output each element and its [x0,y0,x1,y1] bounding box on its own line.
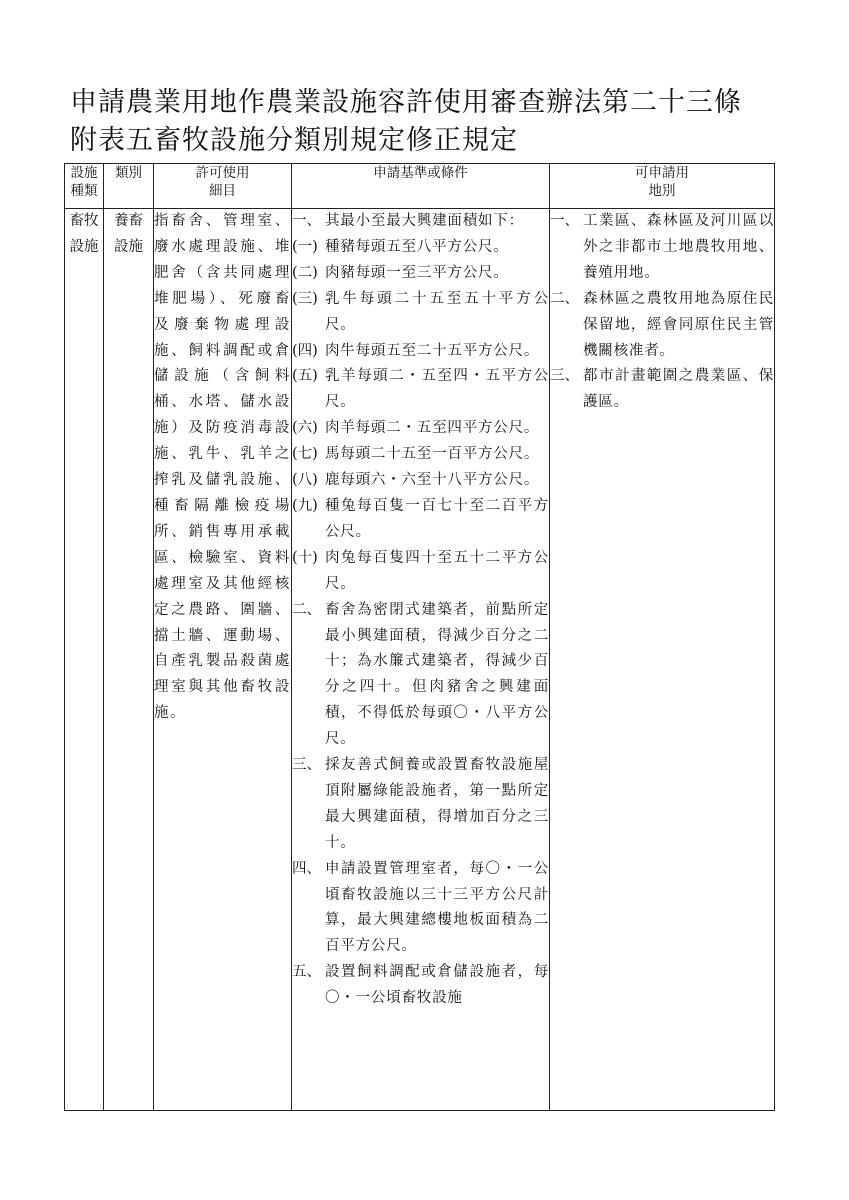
criteria-text: 畜舍為密閉式建築者，前點所定最小興建面積，得減少百分之二十；為水簾式建築者，得減少百分之四十。但肉豬舍之興建面積，不得低於每頭〇・八平方公尺。 [325,601,549,748]
table-header-row [65,164,775,209]
table-row [65,209,775,1111]
zone-item [550,287,774,365]
criteria-item [292,416,549,442]
zone-marker: 一、 [550,213,579,229]
header-land-zones: 可申請用 地別 [550,164,775,209]
header-facility-type: 設施 種類 [65,164,104,209]
criteria-text: 肉羊每頭二・五至四平方公尺。 [325,420,540,437]
criteria-marker: (一) [292,238,318,255]
criteria-item [292,857,549,961]
criteria-text: 肉牛每頭五至二十五平方公尺。 [325,342,540,359]
zone-marker: 二、 [550,290,579,307]
title-line-1: 申請農業用地作農業設施容許使用審查辦法第二十三條 [70,87,742,118]
criteria-text: 乳牛每頭二十五至五十平方公尺。 [325,290,549,333]
criteria-item [292,287,549,339]
criteria-item [292,494,549,546]
zone-marker: 三、 [550,368,579,385]
header-category: 類別 [104,164,154,209]
criteria-marker: 二、 [292,601,321,618]
criteria-marker: (四) [292,342,318,359]
criteria-cell [292,209,550,1111]
criteria-text: 申請設置管理室者，每〇・一公頃畜牧設施以三十三平方公尺計算，最大興建總樓地板面積為二百平方公尺。 [325,860,549,955]
criteria-item [292,753,549,857]
criteria-marker: 一、 [292,213,321,229]
permitted-use-detail: 指畜舍、管理室、廢水處理設施、堆肥舍（含共同處理堆肥場）、死廢畜及廢棄物處理設施、飼料調配或倉儲設施（含飼料桶、水塔、儲水設施）及防疫消毒設施、乳牛、乳羊之搾乳及儲乳設施、種畜隔離檢疫場所、銷售專用承載區、檢驗室、資料處理室及其他經核定之農路、圍牆、擋土牆、運動場、自產乳製品殺菌處理室與其他畜牧設施。 [154,209,292,1111]
criteria-item [292,209,549,235]
document-title [70,84,830,160]
category-cell: 養畜 設施 [104,209,154,1111]
zone-item [550,209,774,287]
criteria-item [292,364,549,416]
criteria-text: 種豬每頭五至八平方公尺。 [325,238,509,255]
criteria-text: 其最小至最大興建面積如下： [325,213,524,229]
criteria-text: 鹿每頭六・六至十八平方公尺。 [325,472,540,489]
criteria-item [292,468,549,494]
criteria-item [292,235,549,261]
title-line-2: 附表五畜牧設施分類別規定修正規定 [70,125,518,156]
criteria-marker: (八) [292,472,318,489]
criteria-marker: (六) [292,420,318,437]
zone-item [550,364,774,416]
criteria-marker: (七) [292,446,318,463]
criteria-text: 乳羊每頭二・五至四・五平方公尺。 [325,368,549,411]
criteria-text: 設置飼料調配或倉儲設施者，每〇・一公頃畜牧設施 [325,964,549,1007]
header-permitted-use: 許可使用 細目 [154,164,292,209]
criteria-item [292,598,549,753]
criteria-item [292,261,549,287]
criteria-item [292,546,549,598]
criteria-item [292,442,549,468]
criteria-marker: (二) [292,264,318,281]
regulation-table [64,163,775,1111]
zone-text: 都市計畫範圍之農業區、保護區。 [583,368,774,411]
criteria-marker: (十) [292,549,318,566]
zone-text: 森林區之農牧用地為原住民保留地，經會同原住民主管機關核准者。 [583,290,774,359]
criteria-marker: (三) [292,290,318,307]
criteria-marker: 五、 [292,964,321,981]
criteria-item [292,960,549,1012]
land-zones-cell [550,209,775,1111]
criteria-marker: 四、 [292,860,321,877]
criteria-text: 種兔每百隻一百七十至二百平方公尺。 [325,497,549,540]
criteria-marker: (九) [292,497,318,514]
zone-text: 工業區、森林區及河川區以外之非都市土地農牧用地、養殖用地。 [583,213,774,281]
criteria-item [292,339,549,365]
facility-type-cell: 畜牧 設施 [65,209,104,1111]
header-criteria: 申請基準或條件 [292,164,550,209]
criteria-marker: 三、 [292,757,321,774]
criteria-text: 肉兔每百隻四十至五十二平方公尺。 [325,549,549,592]
criteria-text: 肉豬每頭一至三平方公尺。 [325,264,509,281]
criteria-text: 採友善式飼養或設置畜牧設施屋頂附屬綠能設施者，第一點所定最大興建面積，得增加百分之三十。 [325,757,549,851]
criteria-marker: (五) [292,368,318,385]
criteria-text: 馬每頭二十五至一百平方公尺。 [325,446,540,463]
